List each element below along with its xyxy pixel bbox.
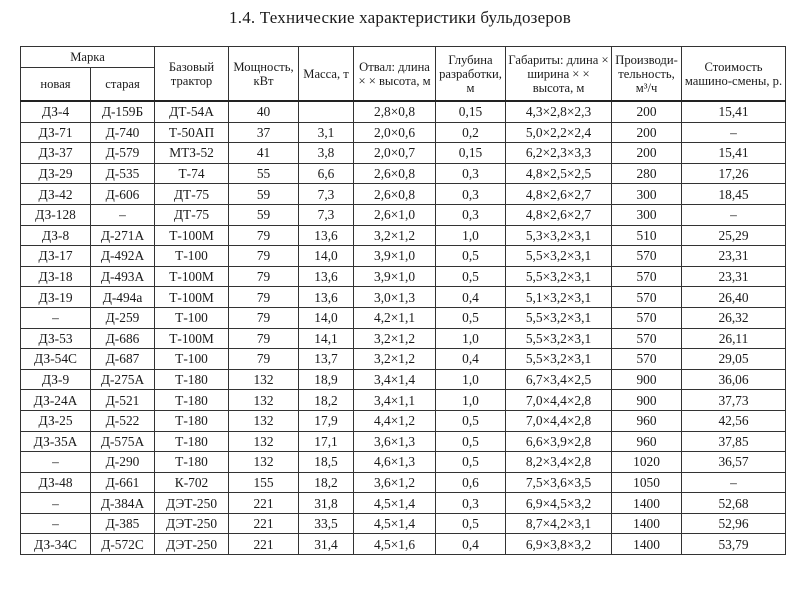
cell-tractor: Т-180	[155, 369, 229, 390]
cell-dims: 4,8×2,5×2,5	[506, 163, 612, 184]
cell-dims: 5,5×3,2×3,1	[506, 266, 612, 287]
cell-tractor: Т-50АП	[155, 122, 229, 143]
cell-dims: 6,6×3,9×2,8	[506, 431, 612, 452]
cell-tractor: ДЭТ-250	[155, 534, 229, 555]
cell-power: 40	[229, 101, 299, 122]
cell-tractor: Т-180	[155, 390, 229, 411]
cell-depth: 0,3	[436, 163, 506, 184]
cell-tractor: ДТ-75	[155, 184, 229, 205]
cell-blade: 2,6×0,8	[354, 184, 436, 205]
cell-model-new: ДЗ-37	[21, 143, 91, 164]
cell-depth: 0,6	[436, 472, 506, 493]
table-row	[21, 163, 786, 184]
cell-depth: 1,0	[436, 390, 506, 411]
cell-model-old: Д-687	[91, 349, 155, 370]
cell-depth: 0,5	[436, 452, 506, 473]
table-row	[21, 431, 786, 452]
cell-blade: 2,6×0,8	[354, 163, 436, 184]
cell-dims: 5,5×3,2×3,1	[506, 349, 612, 370]
cell-depth: 1,0	[436, 369, 506, 390]
cell-power: 132	[229, 410, 299, 431]
cell-productivity: 1400	[612, 493, 682, 514]
cell-depth: 0,5	[436, 266, 506, 287]
cell-model-new: ДЗ-48	[21, 472, 91, 493]
cell-model-old: Д-494а	[91, 287, 155, 308]
cell-power: 55	[229, 163, 299, 184]
cell-blade: 3,9×1,0	[354, 266, 436, 287]
cell-mass: 13,6	[299, 266, 354, 287]
cell-model-new: ДЗ-54С	[21, 349, 91, 370]
cell-cost: 36,57	[682, 452, 786, 473]
cell-model-new: –	[21, 493, 91, 514]
cell-model-new: ДЗ-18	[21, 266, 91, 287]
cell-depth: 1,0	[436, 225, 506, 246]
cell-depth: 0,4	[436, 287, 506, 308]
cell-mass: 18,2	[299, 472, 354, 493]
cell-cost: 26,32	[682, 307, 786, 328]
cell-dims: 8,7×4,2×3,1	[506, 513, 612, 534]
cell-dims: 6,7×3,4×2,5	[506, 369, 612, 390]
cell-dims: 4,8×2,6×2,7	[506, 204, 612, 225]
cell-depth: 0,5	[436, 307, 506, 328]
cell-power: 37	[229, 122, 299, 143]
cell-model-new: ДЗ-29	[21, 163, 91, 184]
cell-cost: 26,11	[682, 328, 786, 349]
cell-blade: 3,4×1,1	[354, 390, 436, 411]
cell-power: 41	[229, 143, 299, 164]
cell-blade: 2,6×1,0	[354, 204, 436, 225]
cell-mass: 14,0	[299, 246, 354, 267]
cell-model-new: ДЗ-53	[21, 328, 91, 349]
cell-power: 79	[229, 328, 299, 349]
cell-power: 221	[229, 493, 299, 514]
header-tractor: Базовый трактор	[155, 47, 229, 102]
table-row	[21, 349, 786, 370]
cell-mass: 3,1	[299, 122, 354, 143]
table-row	[21, 390, 786, 411]
cell-depth: 0,5	[436, 513, 506, 534]
cell-model-new: ДЗ-25	[21, 410, 91, 431]
cell-cost: 18,45	[682, 184, 786, 205]
table-row	[21, 204, 786, 225]
cell-blade: 2,0×0,7	[354, 143, 436, 164]
cell-power: 79	[229, 307, 299, 328]
cell-cost: –	[682, 472, 786, 493]
cell-tractor: Т-100	[155, 307, 229, 328]
header-new: новая	[21, 68, 91, 102]
cell-tractor: МТЗ-52	[155, 143, 229, 164]
cell-model-new: ДЗ-71	[21, 122, 91, 143]
cell-dims: 7,5×3,6×3,5	[506, 472, 612, 493]
cell-depth: 0,2	[436, 122, 506, 143]
cell-power: 79	[229, 287, 299, 308]
cell-model-new: –	[21, 452, 91, 473]
cell-model-new: ДЗ-24А	[21, 390, 91, 411]
cell-productivity: 1020	[612, 452, 682, 473]
table-body	[21, 101, 786, 555]
cell-blade: 2,0×0,6	[354, 122, 436, 143]
cell-cost: 52,96	[682, 513, 786, 534]
cell-productivity: 1400	[612, 513, 682, 534]
header-old: старая	[91, 68, 155, 102]
cell-dims: 5,5×3,2×3,1	[506, 246, 612, 267]
cell-blade: 4,5×1,4	[354, 493, 436, 514]
cell-cost: 29,05	[682, 349, 786, 370]
cell-model-new: ДЗ-4	[21, 101, 91, 122]
cell-mass: 31,8	[299, 493, 354, 514]
cell-mass: 14,0	[299, 307, 354, 328]
cell-productivity: 570	[612, 307, 682, 328]
cell-cost: 23,31	[682, 266, 786, 287]
cell-model-new: ДЗ-128	[21, 204, 91, 225]
cell-cost: 37,73	[682, 390, 786, 411]
cell-depth: 0,3	[436, 184, 506, 205]
cell-model-new: ДЗ-17	[21, 246, 91, 267]
cell-power: 79	[229, 246, 299, 267]
cell-model-old: Д-575А	[91, 431, 155, 452]
cell-tractor: Т-100	[155, 349, 229, 370]
cell-model-new: ДЗ-35А	[21, 431, 91, 452]
cell-model-old: Д-385	[91, 513, 155, 534]
cell-mass	[299, 101, 354, 122]
cell-dims: 7,0×4,4×2,8	[506, 410, 612, 431]
table-row	[21, 225, 786, 246]
cell-blade: 3,6×1,3	[354, 431, 436, 452]
cell-power: 79	[229, 225, 299, 246]
cell-power: 155	[229, 472, 299, 493]
cell-model-old: Д-522	[91, 410, 155, 431]
cell-model-old: Д-259	[91, 307, 155, 328]
header-blade: Отвал: длина × × высота, м	[354, 47, 436, 102]
cell-blade: 4,5×1,4	[354, 513, 436, 534]
cell-dims: 5,1×3,2×3,1	[506, 287, 612, 308]
cell-dims: 5,3×3,2×3,1	[506, 225, 612, 246]
cell-tractor: ДТ-75	[155, 204, 229, 225]
cell-tractor: Т-74	[155, 163, 229, 184]
cell-model-old: Д-572С	[91, 534, 155, 555]
cell-power: 132	[229, 431, 299, 452]
cell-model-new: ДЗ-19	[21, 287, 91, 308]
cell-cost: 15,41	[682, 101, 786, 122]
cell-power: 221	[229, 534, 299, 555]
cell-model-old: Д-740	[91, 122, 155, 143]
cell-blade: 3,2×1,2	[354, 349, 436, 370]
header-power: Мощность, кВт	[229, 47, 299, 102]
cell-productivity: 570	[612, 287, 682, 308]
cell-tractor: Т-180	[155, 431, 229, 452]
header-marka: Марка	[21, 47, 155, 68]
cell-productivity: 200	[612, 143, 682, 164]
cell-tractor: Т-100М	[155, 328, 229, 349]
cell-productivity: 570	[612, 328, 682, 349]
cell-productivity: 900	[612, 369, 682, 390]
cell-cost: –	[682, 122, 786, 143]
cell-tractor: Т-100	[155, 246, 229, 267]
cell-productivity: 960	[612, 410, 682, 431]
cell-mass: 7,3	[299, 204, 354, 225]
cell-model-old: Д-661	[91, 472, 155, 493]
cell-productivity: 300	[612, 204, 682, 225]
table-header	[21, 47, 786, 102]
cell-cost: 37,85	[682, 431, 786, 452]
header-mass: Масса, т	[299, 47, 354, 102]
cell-dims: 4,8×2,6×2,7	[506, 184, 612, 205]
cell-cost: 36,06	[682, 369, 786, 390]
table-row	[21, 369, 786, 390]
cell-tractor: Т-100М	[155, 287, 229, 308]
cell-cost: –	[682, 204, 786, 225]
table-row	[21, 513, 786, 534]
cell-dims: 5,0×2,2×2,4	[506, 122, 612, 143]
cell-mass: 31,4	[299, 534, 354, 555]
cell-depth: 0,15	[436, 143, 506, 164]
cell-blade: 4,2×1,1	[354, 307, 436, 328]
cell-cost: 42,56	[682, 410, 786, 431]
table-row	[21, 143, 786, 164]
cell-model-old: Д-686	[91, 328, 155, 349]
cell-mass: 13,6	[299, 287, 354, 308]
cell-cost: 26,40	[682, 287, 786, 308]
cell-blade: 4,4×1,2	[354, 410, 436, 431]
cell-model-old: Д-159Б	[91, 101, 155, 122]
cell-power: 59	[229, 204, 299, 225]
cell-tractor: ДТ-54А	[155, 101, 229, 122]
cell-mass: 17,1	[299, 431, 354, 452]
cell-dims: 4,3×2,8×2,3	[506, 101, 612, 122]
table-row	[21, 328, 786, 349]
cell-blade: 4,5×1,6	[354, 534, 436, 555]
cell-dims: 5,5×3,2×3,1	[506, 307, 612, 328]
cell-model-old: Д-275А	[91, 369, 155, 390]
table-row	[21, 307, 786, 328]
cell-cost: 53,79	[682, 534, 786, 555]
cell-cost: 23,31	[682, 246, 786, 267]
cell-power: 132	[229, 452, 299, 473]
header-productivity: Производи-тельность, м³/ч	[612, 47, 682, 102]
cell-blade: 3,6×1,2	[354, 472, 436, 493]
cell-mass: 3,8	[299, 143, 354, 164]
cell-productivity: 570	[612, 246, 682, 267]
cell-blade: 3,0×1,3	[354, 287, 436, 308]
cell-dims: 8,2×3,4×2,8	[506, 452, 612, 473]
cell-model-old: Д-521	[91, 390, 155, 411]
cell-depth: 1,0	[436, 328, 506, 349]
header-depth: Глубина разработки, м	[436, 47, 506, 102]
cell-mass: 13,6	[299, 225, 354, 246]
cell-mass: 18,9	[299, 369, 354, 390]
cell-productivity: 960	[612, 431, 682, 452]
cell-depth: 0,5	[436, 246, 506, 267]
cell-productivity: 200	[612, 101, 682, 122]
cell-tractor: Т-100М	[155, 225, 229, 246]
cell-depth: 0,3	[436, 493, 506, 514]
cell-depth: 0,5	[436, 410, 506, 431]
cell-mass: 7,3	[299, 184, 354, 205]
cell-mass: 33,5	[299, 513, 354, 534]
cell-tractor: ДЭТ-250	[155, 513, 229, 534]
cell-productivity: 200	[612, 122, 682, 143]
cell-tractor: Т-100М	[155, 266, 229, 287]
table-row	[21, 287, 786, 308]
cell-blade: 3,9×1,0	[354, 246, 436, 267]
table-row	[21, 534, 786, 555]
cell-productivity: 510	[612, 225, 682, 246]
cell-tractor: К-702	[155, 472, 229, 493]
cell-tractor: Т-180	[155, 410, 229, 431]
cell-model-old: Д-290	[91, 452, 155, 473]
table-row	[21, 452, 786, 473]
cell-blade: 2,8×0,8	[354, 101, 436, 122]
cell-cost: 25,29	[682, 225, 786, 246]
cell-model-old: Д-384А	[91, 493, 155, 514]
cell-model-old: Д-606	[91, 184, 155, 205]
cell-model-new: ДЗ-9	[21, 369, 91, 390]
cell-mass: 18,5	[299, 452, 354, 473]
cell-tractor: ДЭТ-250	[155, 493, 229, 514]
cell-productivity: 570	[612, 349, 682, 370]
cell-model-new: ДЗ-42	[21, 184, 91, 205]
cell-dims: 5,5×3,2×3,1	[506, 328, 612, 349]
cell-power: 79	[229, 349, 299, 370]
cell-cost: 52,68	[682, 493, 786, 514]
cell-dims: 6,2×2,3×3,3	[506, 143, 612, 164]
cell-model-new: ДЗ-8	[21, 225, 91, 246]
cell-model-old: Д-492А	[91, 246, 155, 267]
cell-depth: 0,15	[436, 101, 506, 122]
cell-mass: 14,1	[299, 328, 354, 349]
table-row	[21, 266, 786, 287]
cell-cost: 17,26	[682, 163, 786, 184]
cell-mass: 17,9	[299, 410, 354, 431]
page-title: 1.4. Технические характеристики бульдозеров	[229, 8, 571, 27]
cell-blade: 3,2×1,2	[354, 225, 436, 246]
table-row	[21, 493, 786, 514]
cell-depth: 0,3	[436, 204, 506, 225]
cell-model-old: –	[91, 204, 155, 225]
cell-dims: 7,0×4,4×2,8	[506, 390, 612, 411]
cell-model-old: Д-271А	[91, 225, 155, 246]
cell-productivity: 900	[612, 390, 682, 411]
cell-tractor: Т-180	[155, 452, 229, 473]
cell-dims: 6,9×3,8×3,2	[506, 534, 612, 555]
cell-productivity: 570	[612, 266, 682, 287]
bulldozer-specs-table	[20, 46, 786, 555]
cell-model-new: ДЗ-34С	[21, 534, 91, 555]
cell-power: 59	[229, 184, 299, 205]
cell-blade: 4,6×1,3	[354, 452, 436, 473]
header-dims: Габариты: длина × ширина × × высота, м	[506, 47, 612, 102]
table-row	[21, 472, 786, 493]
table-row	[21, 184, 786, 205]
cell-power: 79	[229, 266, 299, 287]
cell-productivity: 300	[612, 184, 682, 205]
cell-power: 132	[229, 390, 299, 411]
cell-model-old: Д-579	[91, 143, 155, 164]
cell-depth: 0,5	[436, 431, 506, 452]
cell-mass: 13,7	[299, 349, 354, 370]
cell-model-old: Д-493А	[91, 266, 155, 287]
cell-blade: 3,2×1,2	[354, 328, 436, 349]
cell-model-old: Д-535	[91, 163, 155, 184]
table-row	[21, 101, 786, 122]
cell-depth: 0,4	[436, 534, 506, 555]
cell-mass: 18,2	[299, 390, 354, 411]
cell-dims: 6,9×4,5×3,2	[506, 493, 612, 514]
cell-productivity: 1050	[612, 472, 682, 493]
cell-model-new: –	[21, 513, 91, 534]
cell-power: 132	[229, 369, 299, 390]
cell-productivity: 1400	[612, 534, 682, 555]
cell-model-new: –	[21, 307, 91, 328]
table-row	[21, 410, 786, 431]
table-row	[21, 122, 786, 143]
cell-depth: 0,4	[436, 349, 506, 370]
table-row	[21, 246, 786, 267]
cell-mass: 6,6	[299, 163, 354, 184]
cell-cost: 15,41	[682, 143, 786, 164]
header-cost: Стоимость машино-смены, р.	[682, 47, 786, 102]
cell-productivity: 280	[612, 163, 682, 184]
cell-blade: 3,4×1,4	[354, 369, 436, 390]
cell-power: 221	[229, 513, 299, 534]
